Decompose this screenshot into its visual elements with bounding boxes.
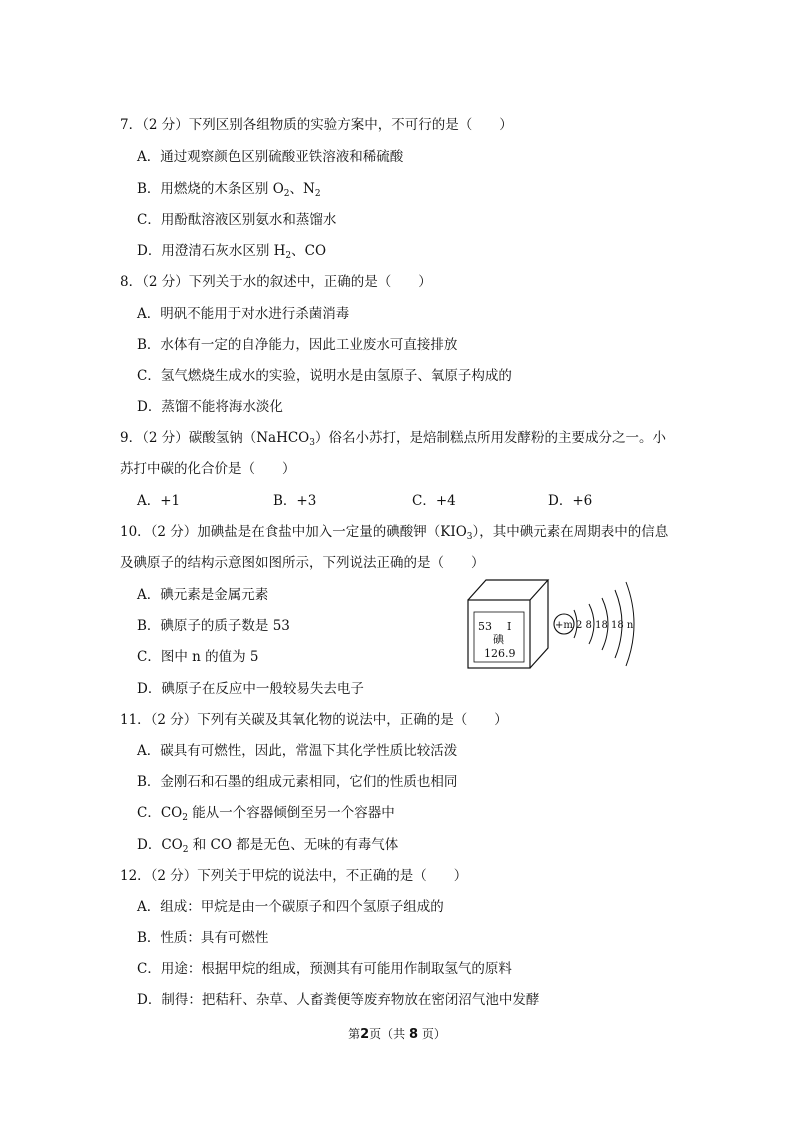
q8-option-d: D．蒸馏不能将海水淡化	[137, 399, 283, 415]
element-name: 碘	[493, 633, 504, 646]
atom-structure-diagram	[554, 582, 634, 666]
iodine-figure	[460, 568, 640, 678]
nucleus-label: +m	[555, 620, 573, 631]
q10-option-b: B．碘原子的质子数是 53	[137, 618, 290, 634]
q12-stem: 12．（2 分）下列关于甲烷的说法中，不正确的是（ ）	[120, 868, 468, 884]
q7-stem: 7．（2 分）下列区别各组物质的实验方案中，不可行的是（ ）	[120, 117, 513, 133]
electron-shells-label: 2 8 18 18 n	[576, 620, 634, 631]
q9-stem-line2: 苏打中碳的化合价是（ ）	[120, 461, 296, 477]
q12-option-d: D．制得：把秸秆、杂草、人畜粪便等废弃物放在密闭沼气池中发酵	[137, 992, 540, 1008]
q9-option-d: D．+6	[548, 493, 593, 509]
q12-option-a: A．组成：甲烷是由一个碳原子和四个氢原子组成的	[137, 899, 444, 915]
q9-option-a: A．+1	[137, 493, 181, 509]
element-symbol: I	[507, 620, 512, 633]
q8-option-a: A．明矾不能用于对水进行杀菌消毒	[137, 306, 350, 322]
q8-option-c: C．氢气燃烧生成水的实验，说明水是由氢原子、氧原子构成的	[137, 368, 512, 384]
q8-option-b: B．水体有一定的自净能力，因此工业废水可直接排放	[137, 337, 458, 353]
q10-option-a: A．碘元素是金属元素	[137, 587, 269, 603]
q10-stem-line2: 及碘原子的结构示意图如图所示，下列说法正确的是（ ）	[120, 555, 485, 571]
atomic-mass: 126.9	[484, 647, 516, 660]
q9-option-c: C．+4	[412, 493, 456, 509]
q10-option-c: C．图中 n 的值为 5	[137, 649, 259, 665]
q7-option-a: A．通过观察颜色区别硫酸亚铁溶液和稀硫酸	[137, 149, 404, 165]
q11-option-d: D．$CO_2$ 和 CO 都是无色、无味的有毒气体	[137, 837, 399, 855]
q7-option-c: C．用酚酞溶液区别氨水和蒸馏水	[137, 212, 337, 228]
q11-option-b: B．金刚石和石墨的组成元素相同，它们的性质也相同	[137, 774, 458, 790]
q12-option-b: B．性质：具有可燃性	[137, 930, 269, 946]
q7-option-b: B．用燃烧的木条区别 $O_2$、$N_2$	[137, 181, 321, 199]
q9-stem-line1: 9．（2 分）碳酸氢钠（NaHCO$_3$）俗名小苏打，是焙制糕点所用发酵粉的主要成分之一。小	[120, 430, 666, 448]
q10-stem-line1: 10．（2 分）加碘盐是在食盐中加入一定量的碘酸钾$(KIO_3)$，其中碘元素在周期表中的信息	[120, 524, 669, 542]
page-footer: 第2页（共 8 页）	[348, 1027, 446, 1042]
q11-option-a: A．碳具有可燃性，因此，常温下其化学性质比较活泼	[137, 743, 458, 759]
q11-stem: 11．（2 分）下列有关碳及其氧化物的说法中，正确的是（ ）	[120, 712, 508, 728]
q11-option-c: C．$CO_2$ 能从一个容器倾倒至另一个容器中	[137, 805, 395, 823]
q10-option-d: D．碘原子在反应中一般较易失去电子	[137, 681, 364, 697]
q9-option-b: B．+3	[273, 493, 317, 509]
q12-option-c: C．用途：根据甲烷的组成，预测其有可能用作制取氢气的原料	[137, 961, 512, 977]
atomic-number: 53	[478, 620, 492, 633]
q8-stem: 8．（2 分）下列关于水的叙述中，正确的是（ ）	[120, 274, 432, 290]
q7-option-d: D．用澄清石灰水区别 $H_2$、CO	[137, 243, 327, 261]
